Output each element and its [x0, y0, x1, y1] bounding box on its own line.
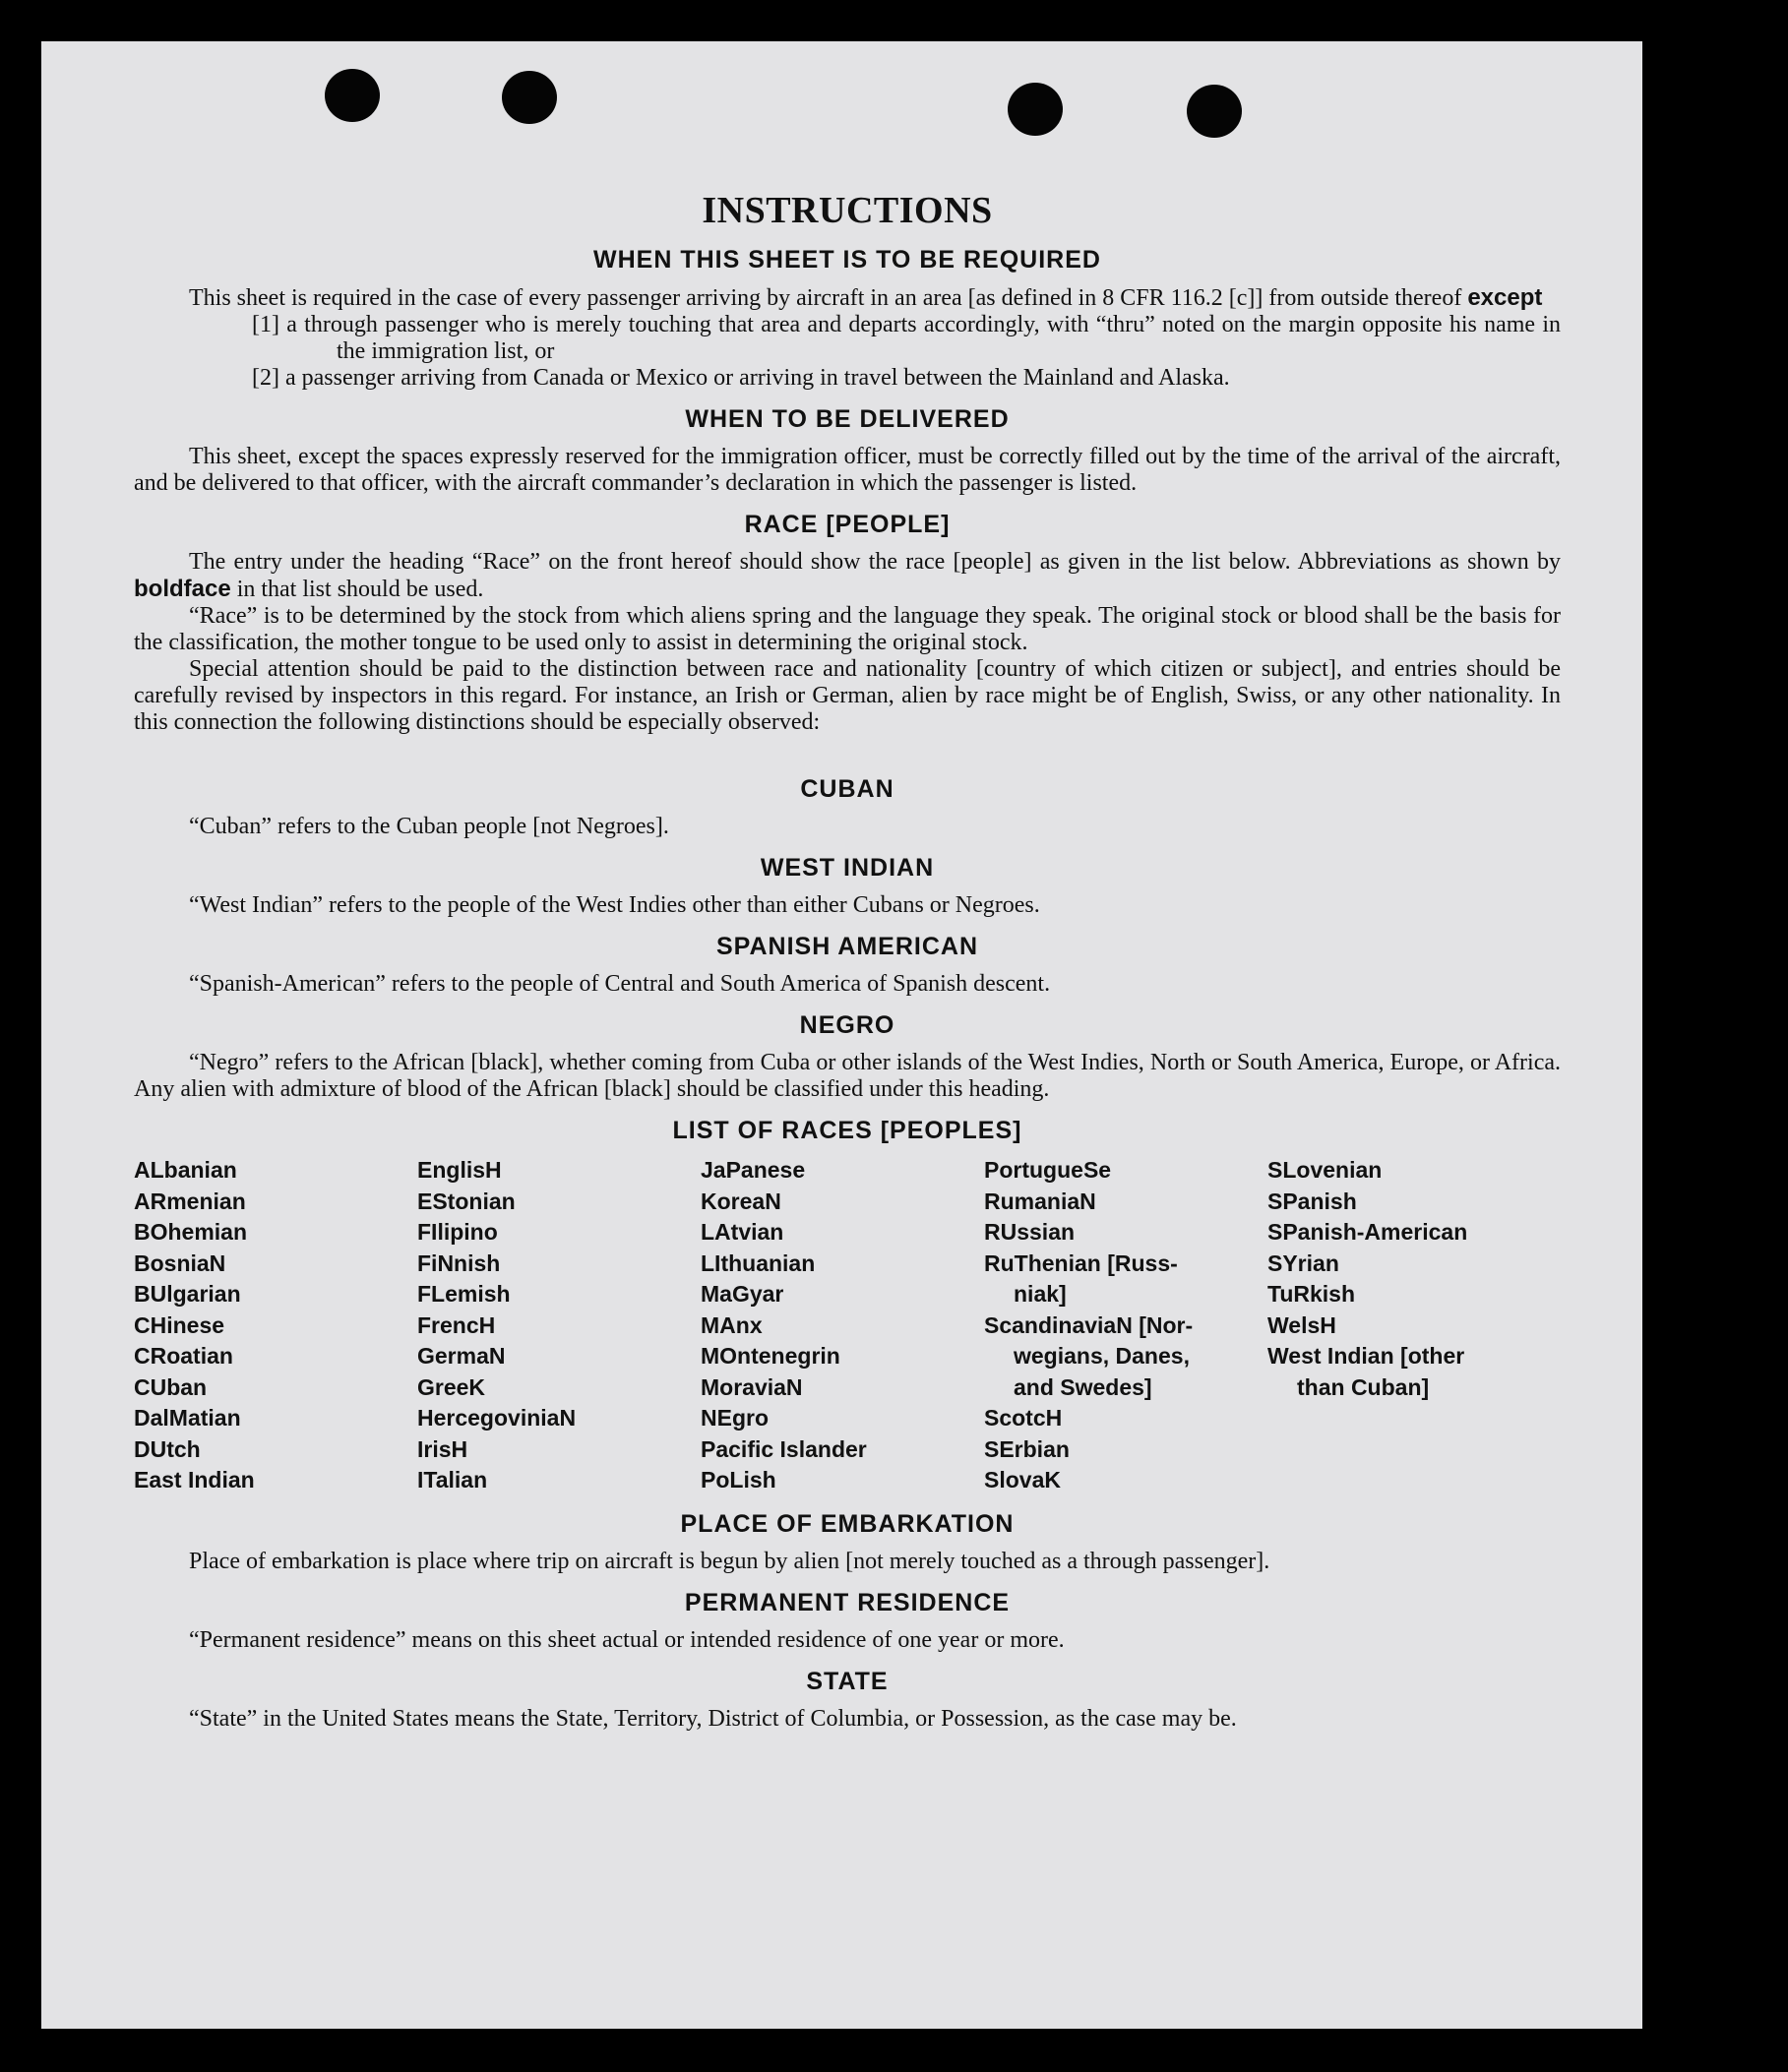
races-column-4 [984, 1155, 1267, 1496]
race-item: than Cuban] [1297, 1373, 1430, 1400]
race-item: DUtch [134, 1435, 201, 1462]
race-item: WelsH [1267, 1311, 1336, 1338]
required-item-2: [2] a passenger arriving from Canada or Mexico or arriving in travel between the Mainland and Alaska. [252, 365, 1230, 391]
race-item: KoreaN [701, 1188, 781, 1214]
race-item: LAtvian [701, 1219, 784, 1245]
race-item: EStonian [417, 1188, 516, 1214]
section-heading-west-indian: WEST INDIAN [760, 854, 935, 882]
spanish-american-text: “Spanish-American” refers to the people of Central and South America of Spanish descent. [189, 971, 1051, 997]
section-heading-negro: NEGRO [799, 1011, 895, 1039]
races-column-3 [701, 1155, 984, 1496]
section-heading-state: STATE [806, 1667, 889, 1695]
race-item: SPanish [1267, 1188, 1357, 1214]
cuban-text: “Cuban” refers to the Cuban people [not Negroes]. [189, 814, 669, 839]
race-item: LIthuanian [701, 1249, 816, 1276]
section-heading-spanish-american: SPANISH AMERICAN [715, 933, 978, 960]
race-item: MoraviaN [701, 1373, 803, 1400]
race-item: TuRkish [1267, 1281, 1356, 1307]
document-content [134, 140, 1561, 1733]
race-item: SErbian [984, 1435, 1070, 1462]
section-heading-delivered: WHEN TO BE DELIVERED [685, 405, 1010, 433]
race-item: CHinese [134, 1311, 225, 1338]
race-item: IrisH [417, 1435, 468, 1462]
residence-text: “Permanent residence” means on this sheet actual or intended residence of one year or more. [189, 1626, 1065, 1653]
page-title: INSTRUCTIONS [702, 190, 993, 231]
race-item: SLovenian [1267, 1157, 1383, 1183]
race-item: RUssian [984, 1219, 1076, 1245]
race-item: MaGyar [701, 1281, 784, 1307]
section-heading-required: WHEN THIS SHEET IS TO BE REQUIRED [593, 246, 1101, 274]
race-item: CUban [134, 1373, 208, 1400]
races-column-1 [134, 1155, 417, 1496]
race-item: PoLish [701, 1467, 776, 1493]
race-item: ScandinaviaN [Nor- [984, 1311, 1194, 1338]
race-item: EnglisH [417, 1157, 502, 1183]
race-item: MOntenegrin [701, 1343, 840, 1369]
race-item: RumaniaN [984, 1188, 1096, 1214]
state-text: “State” in the United States means the State, Territory, District of Columbia, or Possession, as the case may be. [189, 1705, 1237, 1732]
required-item-1: [1] a through passenger who is merely touching that area and departs accordingly, with “thru” noted on the margin opposite his name in the immigration list, or [252, 312, 1561, 364]
race-item: FLemish [417, 1281, 511, 1307]
race-item: niak] [1014, 1281, 1067, 1307]
required-intro: This sheet is required in the case of every passenger arriving by aircraft in an area [as defined in 8 CFR 116.2 [c]] from outside thereof except [189, 284, 1543, 311]
race-item: FIlipino [417, 1219, 498, 1245]
race-paragraph-1: The entry under the heading “Race” on the front hereof should show the race [people] as given in the list below. Abbreviations as shown by boldface in that list should be used. [134, 549, 1561, 602]
races-column-5 [1267, 1155, 1551, 1496]
race-item: ITalian [417, 1467, 488, 1493]
race-item: BUlgarian [134, 1281, 241, 1307]
race-item: Pacific Islander [701, 1435, 867, 1462]
section-heading-cuban: CUBAN [800, 775, 894, 803]
race-item: FrencH [417, 1311, 496, 1338]
race-item: FiNnish [417, 1249, 501, 1276]
races-list [134, 1155, 1561, 1496]
race-paragraph-3: Special attention should be paid to the distinction between race and nationality [country of which citizen or subject], and entries should be carefully revised by inspectors in this regard. For instance, an Irish or German, alien by race might be of English, Swiss, or any other nationality. In this connection the following distinctions should be especially observed: [134, 656, 1561, 735]
race-paragraph-2: “Race” is to be determined by the stock from which aliens spring and the language they speak. The original stock or blood shall be the basis for the classification, the mother tongue to be used only to assist in determining the original stock. [134, 603, 1561, 655]
west-indian-text: “West Indian” refers to the people of the West Indies other than either Cubans or Negroes. [189, 892, 1040, 918]
negro-text: “Negro” refers to the African [black], whether coming from Cuba or other islands of the West Indies, North or South America, Europe, or Africa. Any alien with admixture of blood of the African [black] should be classified under this heading. [134, 1050, 1561, 1102]
race-item: BosniaN [134, 1249, 226, 1276]
race-item: CRoatian [134, 1343, 233, 1369]
race-item: SYrian [1267, 1249, 1339, 1276]
race-item: ARmenian [134, 1188, 246, 1214]
race-item: PortugueSe [984, 1157, 1112, 1183]
race-item: SlovaK [984, 1467, 1061, 1493]
race-item: BOhemian [134, 1219, 248, 1245]
race-item: East Indian [134, 1467, 255, 1493]
race-item: GreeK [417, 1373, 486, 1400]
race-item: West Indian [other [1267, 1343, 1465, 1369]
race-item: and Swedes] [1014, 1373, 1152, 1400]
punch-hole [502, 71, 557, 124]
document-sheet [41, 41, 1642, 2029]
punch-hole [325, 69, 380, 122]
embarkation-text: Place of embarkation is place where trip on aircraft is begun by alien [not merely touched as a through passenger]. [189, 1548, 1270, 1574]
race-item: NEgro [701, 1405, 769, 1431]
punch-hole [1187, 85, 1242, 138]
race-item: RuThenian [Russ- [984, 1249, 1178, 1276]
race-item: wegians, Danes, [1014, 1343, 1190, 1369]
race-item: DalMatian [134, 1405, 241, 1431]
delivered-text: This sheet, except the spaces expressly reserved for the immigration officer, must be correctly filled out by the time of the arrival of the aircraft, and be delivered to that officer, with the aircraft commander’s declaration in which the passenger is listed. [134, 444, 1561, 496]
races-column-2 [417, 1155, 701, 1496]
section-heading-race: RACE [PEOPLE] [744, 511, 951, 538]
race-item: JaPanese [701, 1157, 806, 1183]
race-item: HercegoviniaN [417, 1405, 577, 1431]
section-heading-embarkation: PLACE OF EMBARKATION [680, 1509, 1015, 1538]
section-heading-permanent-residence: PERMANENT RESIDENCE [684, 1588, 1011, 1616]
race-item: ALbanian [134, 1157, 237, 1183]
race-item: MAnx [701, 1311, 763, 1338]
race-item: ScotcH [984, 1405, 1063, 1431]
section-heading-list-of-races: LIST OF RACES [PEOPLES] [672, 1117, 1022, 1144]
race-item: GermaN [417, 1343, 506, 1369]
punch-hole [1008, 83, 1063, 136]
race-item: SPanish-American [1267, 1219, 1468, 1245]
